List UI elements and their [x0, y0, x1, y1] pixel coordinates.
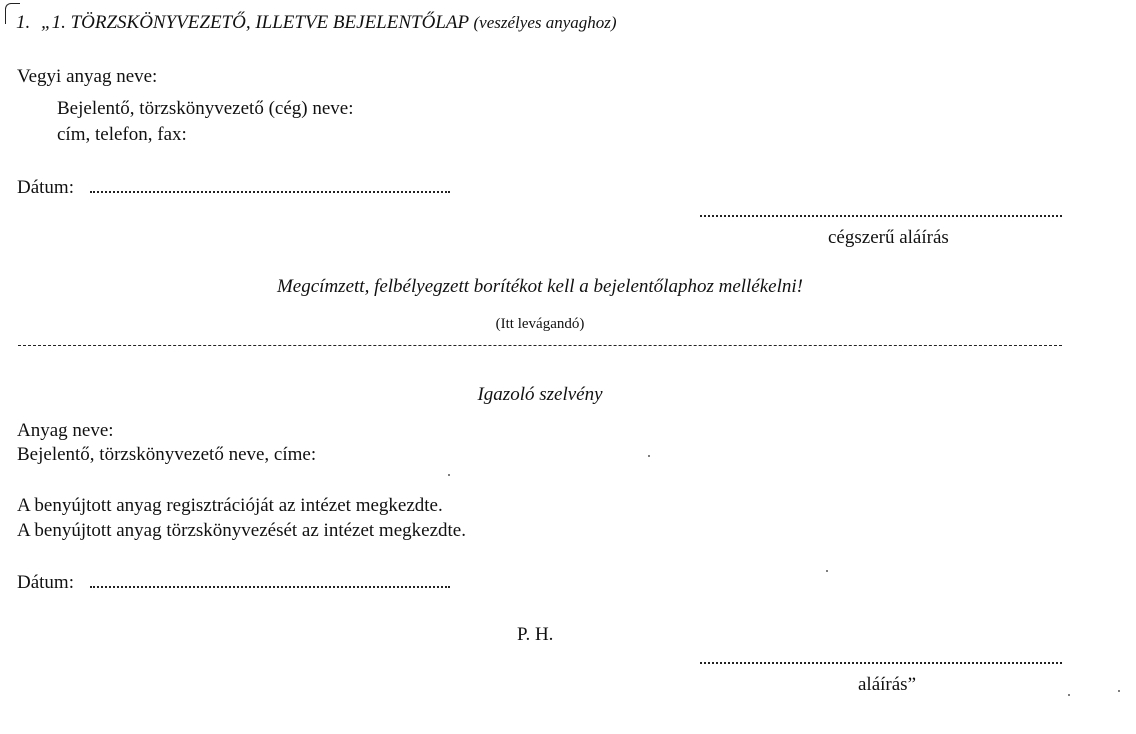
date-label: Dátum:	[17, 177, 74, 198]
reporter-name-label: Bejelentő, törzskönyvezető (cég) neve:	[57, 98, 354, 119]
cut-here-note: (Itt levágandó)	[495, 316, 585, 332]
scan-speck	[648, 455, 650, 457]
scan-speck	[826, 570, 828, 572]
receipt-date-label: Dátum:	[17, 572, 74, 593]
record-statement: A benyújtott anyag törzskönyvezését az intézet megkezdte.	[17, 520, 466, 541]
chemical-name-label: Vegyi anyag neve:	[17, 66, 158, 87]
stamp-label: P. H.	[517, 624, 554, 645]
receipt-signature-line	[700, 662, 1062, 664]
date-line	[90, 191, 450, 193]
company-signature-caption: cégszerű aláírás	[828, 227, 949, 248]
form-title-suffix: (veszélyes anyaghoz)	[473, 13, 617, 32]
company-signature-line	[700, 215, 1062, 217]
registration-statement: A benyújtott anyag regisztrációját az intézet megkezdte.	[17, 495, 443, 516]
scan-speck	[1118, 690, 1120, 692]
contact-label: cím, telefon, fax:	[57, 124, 187, 145]
form-title: „1. TÖRZSKÖNYVEZETŐ, ILLETVE BEJELENTŐLAP	[41, 12, 469, 33]
scan-speck	[1068, 694, 1070, 696]
receipt-signature-caption: aláírás”	[858, 674, 917, 695]
cut-line	[18, 345, 1062, 346]
substance-name-label: Anyag neve:	[17, 420, 114, 441]
receipt-title: Igazoló szelvény	[477, 384, 603, 405]
page-header	[16, 12, 617, 34]
receipt-date-line	[90, 586, 450, 588]
item-number: 1.	[16, 12, 31, 33]
scan-speck	[448, 474, 450, 476]
reporter-label: Bejelentő, törzskönyvezető neve, címe:	[17, 444, 317, 465]
envelope-note: Megcímzett, felbélyegzett borítékot kell a bejelentőlaphoz mellékelni!	[276, 276, 803, 297]
